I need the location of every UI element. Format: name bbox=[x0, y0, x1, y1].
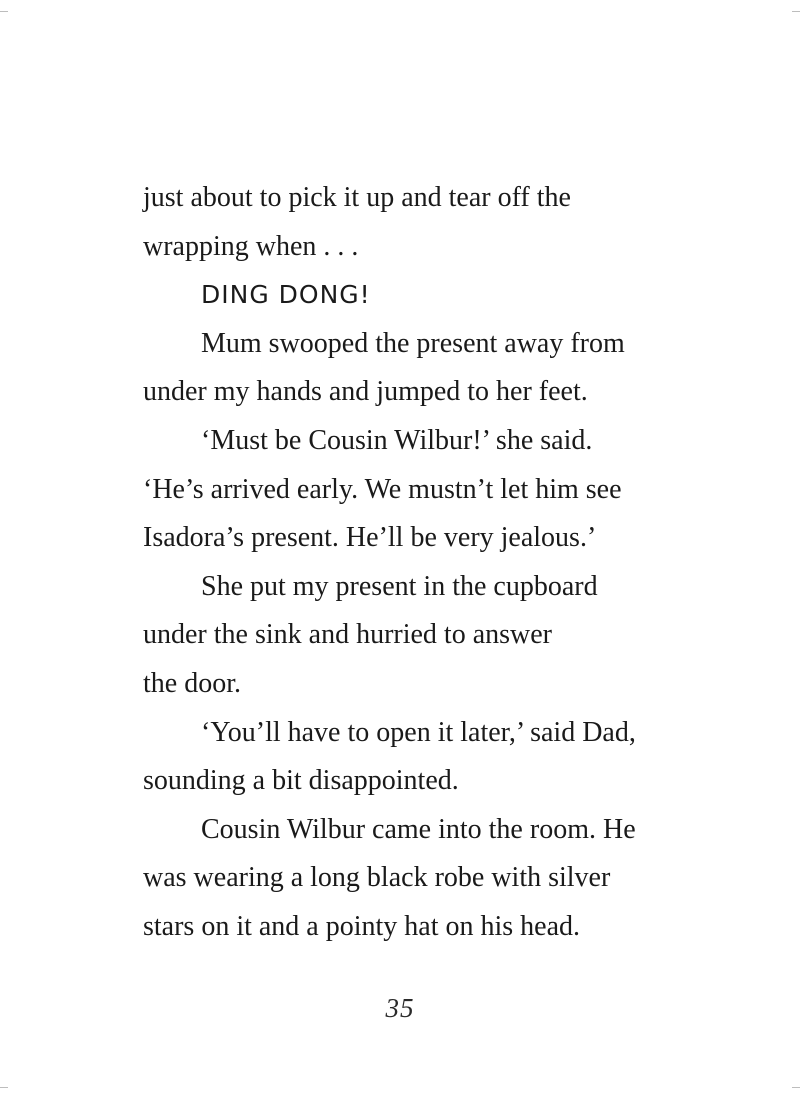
crop-mark-top-left bbox=[0, 11, 8, 12]
crop-mark-top-right bbox=[792, 11, 800, 12]
text-line: sounding a bit disappointed. bbox=[143, 765, 459, 797]
text-line: ‘Must be Cousin Wilbur!’ she said. bbox=[201, 424, 593, 456]
text-line: Mum swooped the present away from bbox=[201, 327, 625, 359]
text-line: the door. bbox=[143, 667, 241, 699]
text-line: was wearing a long black robe with silver bbox=[143, 862, 611, 894]
page-number: 35 bbox=[385, 993, 415, 1023]
crop-mark-bottom-left bbox=[0, 1087, 8, 1088]
text-line: She put my present in the cupboard bbox=[201, 570, 598, 602]
text-line: stars on it and a pointy hat on his head. bbox=[143, 910, 581, 942]
text-line: Isadora’s present. He’ll be very jealous.’ bbox=[143, 522, 597, 554]
text-line: Cousin Wilbur came into the room. He bbox=[201, 813, 636, 845]
crop-mark-bottom-right bbox=[792, 1087, 800, 1088]
text-line: under my hands and jumped to her feet. bbox=[143, 376, 588, 408]
text-line: under the sink and hurried to answer bbox=[143, 619, 552, 651]
text-line: just about to pick it up and tear off the bbox=[143, 182, 571, 213]
text-line: ‘He’s arrived early. We mustn’t let him see bbox=[143, 473, 622, 505]
text-line: wrapping when . . . bbox=[143, 230, 359, 262]
text-line: ‘You’ll have to open it later,’ said Dad, bbox=[201, 716, 636, 748]
body-text bbox=[143, 174, 663, 952]
sound-effect-line: DING DONG! bbox=[201, 280, 371, 310]
